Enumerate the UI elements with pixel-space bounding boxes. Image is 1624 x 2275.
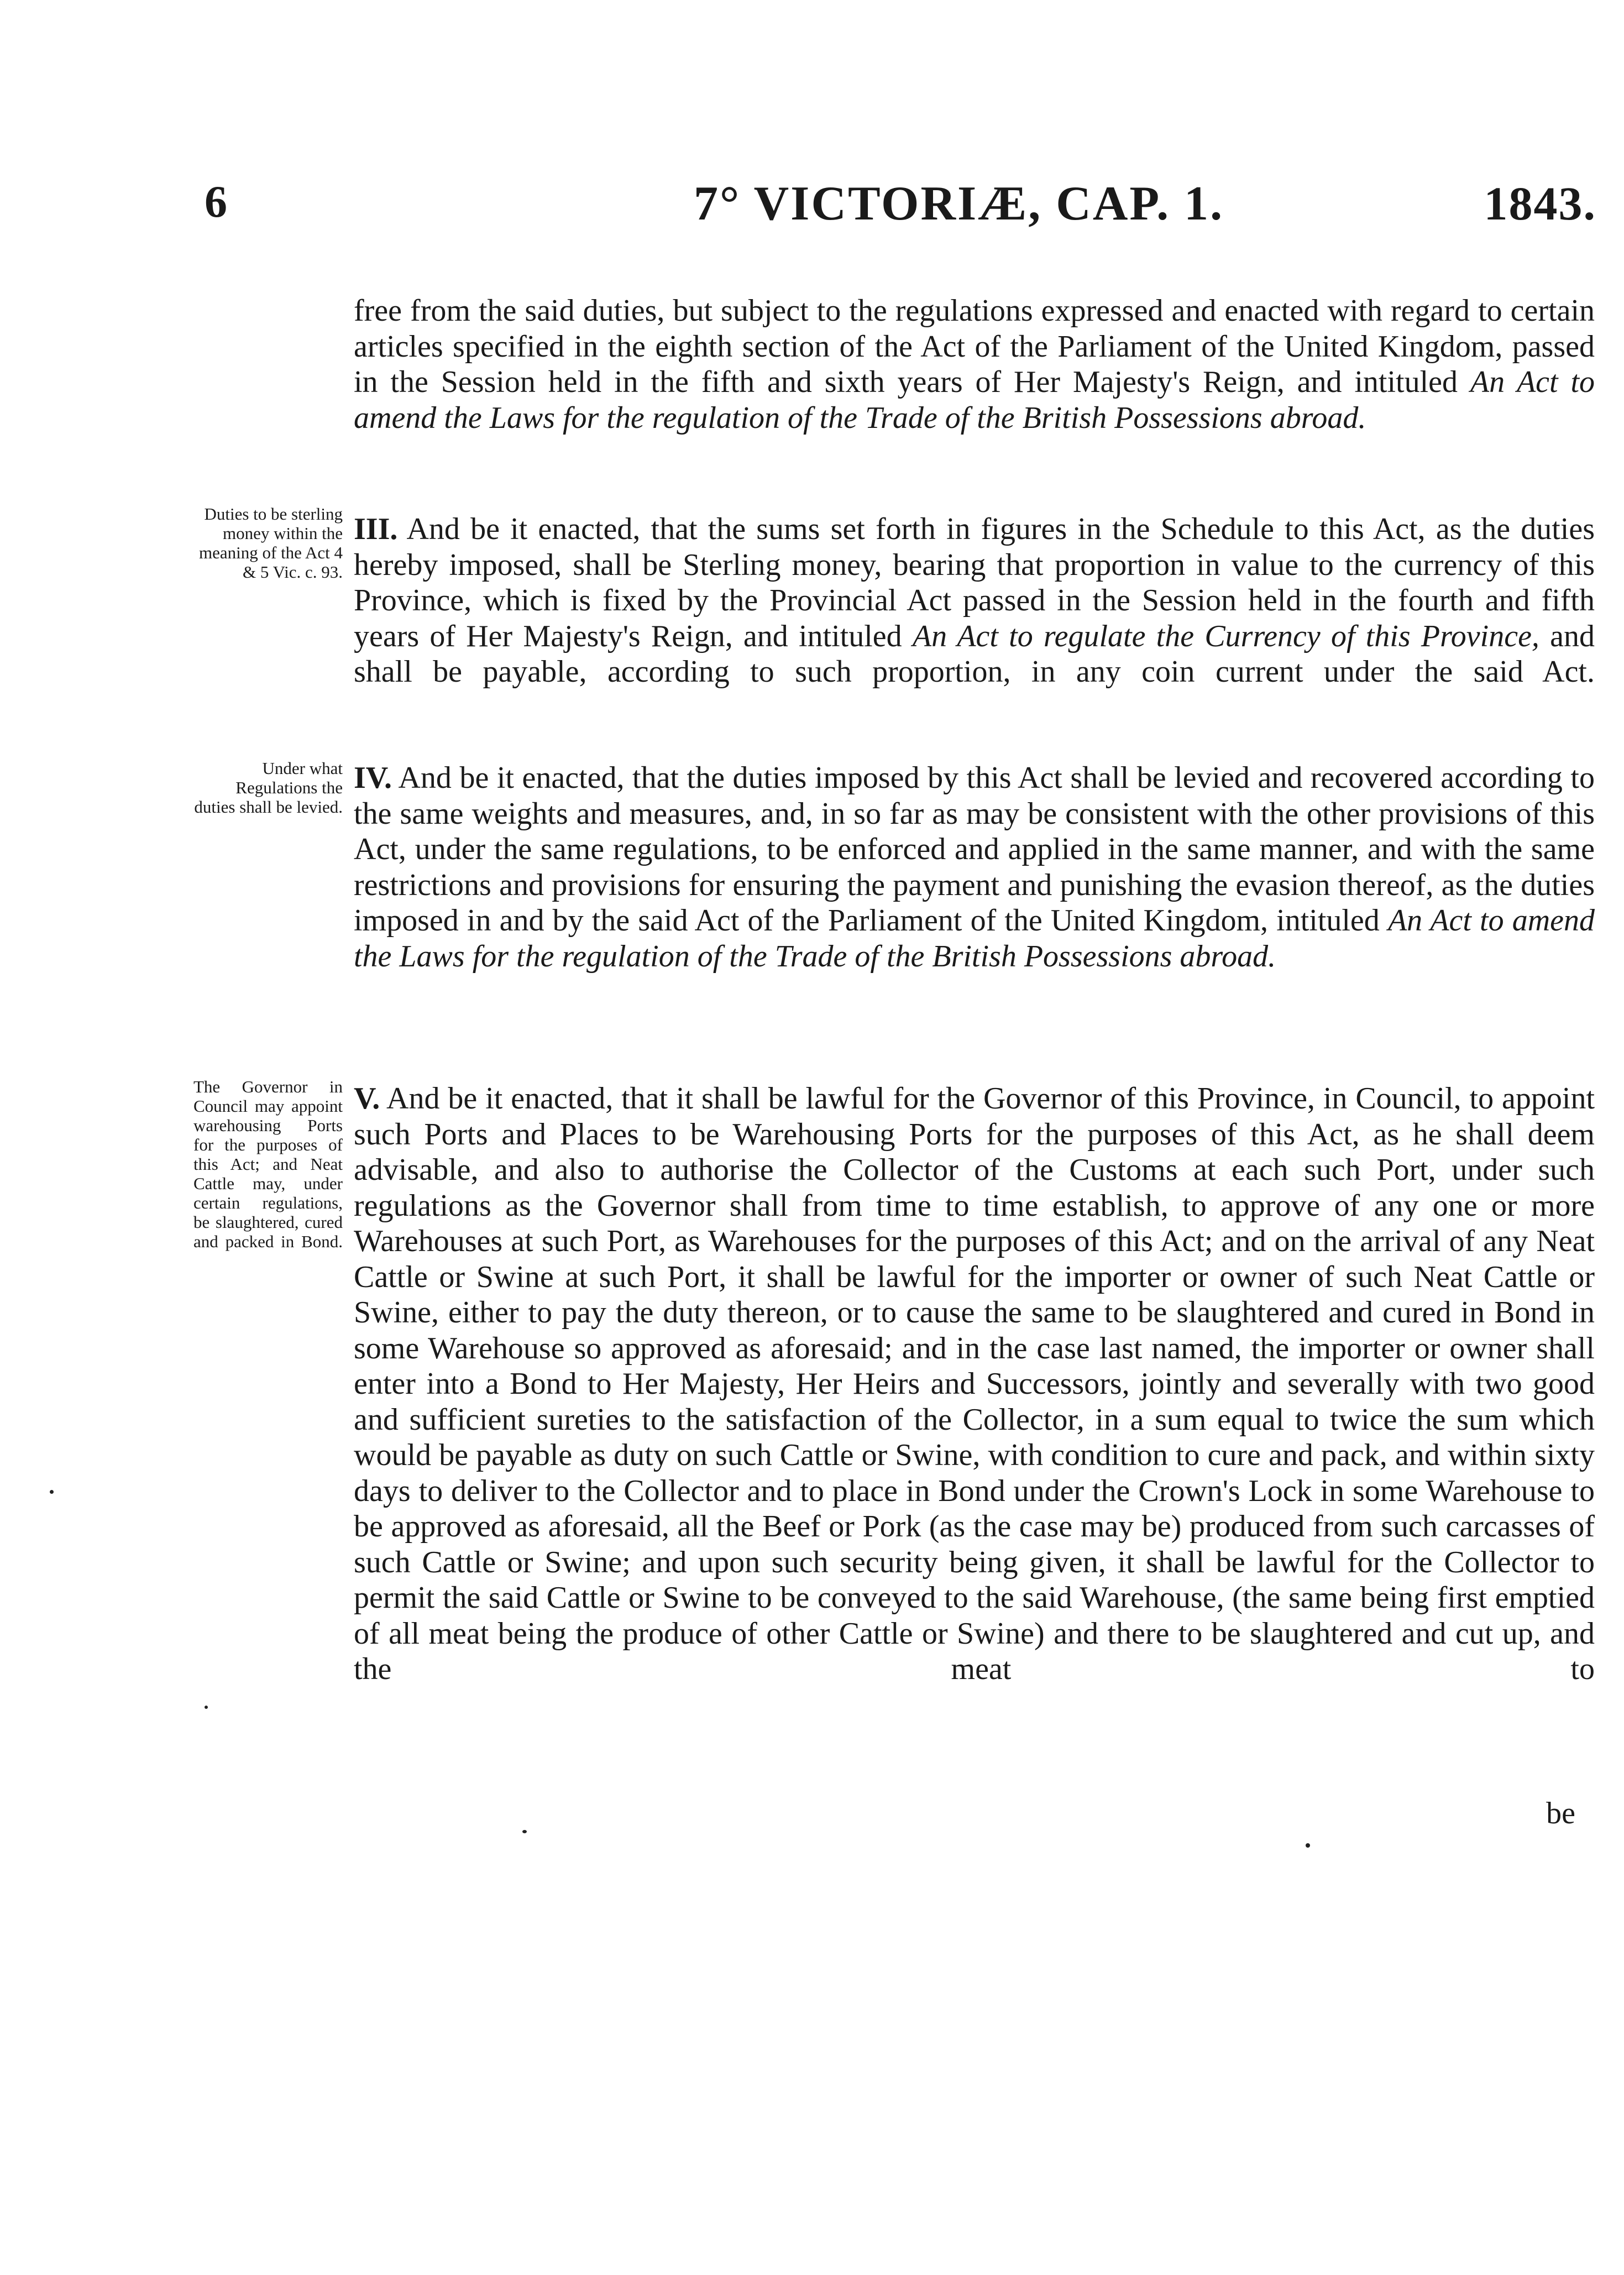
running-header <box>0 176 1624 242</box>
section-3-paragraph <box>354 511 1595 690</box>
section-text: And be it enacted, that the duties imposed by this Act shall be levied and recovered according to the same weights and measures, and, in so far as may be consistent with the other provisions of this Act, under the same regulations, to be enforced and applied in the same manner, and with the same restrictions and provisions for ensuring the payment and punishing the evasion thereof, as the duties imposed in and by the said Act of the Parliament of the United Kingdom, intituled <box>354 761 1595 938</box>
act-title-reference: An Act to amend the Laws for the regulation of the Trade of the British Possessions abroad. <box>354 365 1595 435</box>
marginal-note-section-4: Under what Regulations the duties shall be levied. <box>194 759 343 817</box>
section-text: And be it enacted, that it shall be lawful for the Governor of this Province, in Council, to appoint such Ports and Places to be Warehousing Ports for the purposes of this Act, as he shall deem advisable, and also to authorise the Collector of the Customs at each such Port, under such regulations as the Governor shall from time to time establish, to approve of any one or more Warehouses at such Port, as Warehouses for the purposes of this Act; and on the arrival of any Neat Cattle or Swine at such Port, it shall be lawful for the importer or owner of such Neat Cattle or Swine, either to pay the duty thereon, or to cause the same to be slaughtered and cured in Bond in some Warehouse so approved as aforesaid; and in the case last named, the importer or owner shall enter into a Bond to Her Majesty, Her Heirs and Successors, jointly and severally with two good and sufficient sureties to the satisfaction of the Collector, in a sum equal to twice the sum which would be payable as duty on such Cattle or Swine, with condition to cure and pack, and within sixty days to deliver to the Collector and to place in Bond under the Crown's Lock in some Warehouse to be approved as aforesaid, all the Beef or Pork (as the case may be) produced from such carcasses of such Cattle or Swine; and upon such security being given, it shall be lawful for the Collector to permit the said Cattle or Swine to be conveyed to the said Warehouse, (the same being first emptied of all meat being the produce of other Cattle or Swine) and there to be slaughtered and cut up, and the meat to <box>354 1081 1595 1686</box>
marginal-note-section-3: Duties to be sterling money within the meaning of the Act 4 & 5 Vic. c. 93. <box>199 504 343 582</box>
section-text: And be it enacted, that the sums set forth in figures in the Schedule to this Act, as the duties hereby imposed, shall be Sterling money, bearing that proportion in value to the currency of this Province, which is fixed by the Provincial Act passed in the Session held in the fourth and fifth years of Her Majesty's Reign, and intituled <box>354 512 1595 653</box>
catchword: be <box>1546 1796 1575 1831</box>
running-title: 7° VICTORIÆ, CAP. 1. <box>694 177 1224 231</box>
continuation-paragraph <box>354 293 1595 436</box>
ink-speck <box>205 1706 208 1709</box>
marginal-note-section-5: The Governor in Council may appoint warehousing Ports for the purposes of this Act; and Neat Cattle may, under certain regulations, be slaughtered, cured and packed in Bond. <box>193 1077 343 1251</box>
section-4-paragraph <box>354 760 1595 974</box>
header-year: 1843. <box>1484 177 1596 230</box>
section-number: IV. <box>354 761 392 795</box>
act-title-reference: An Act to amend the Laws for the regulation of the Trade of the British Possessions abroad. <box>354 903 1595 974</box>
ink-speck <box>1306 1843 1310 1848</box>
ink-speck <box>522 1830 527 1833</box>
act-title-reference: An Act to regulate the Currency of this Province, <box>912 619 1539 653</box>
section-number: V. <box>354 1081 380 1116</box>
page-number: 6 <box>205 176 227 227</box>
continuation-text: free from the said duties, but subject to the regulations expressed and enacted with regard to certain articles specified in the eighth section of the Act of the Parliament of the United Kingdom, passed in the Session held in the fifth and sixth years of Her Majesty's Reign, and intituled <box>354 294 1595 399</box>
section-text: and shall be payable, according to such proportion, in any coin current under the said Act. <box>354 619 1595 689</box>
section-number: III. <box>354 512 398 546</box>
section-5-paragraph <box>354 1081 1595 1687</box>
ink-speck <box>50 1490 54 1494</box>
